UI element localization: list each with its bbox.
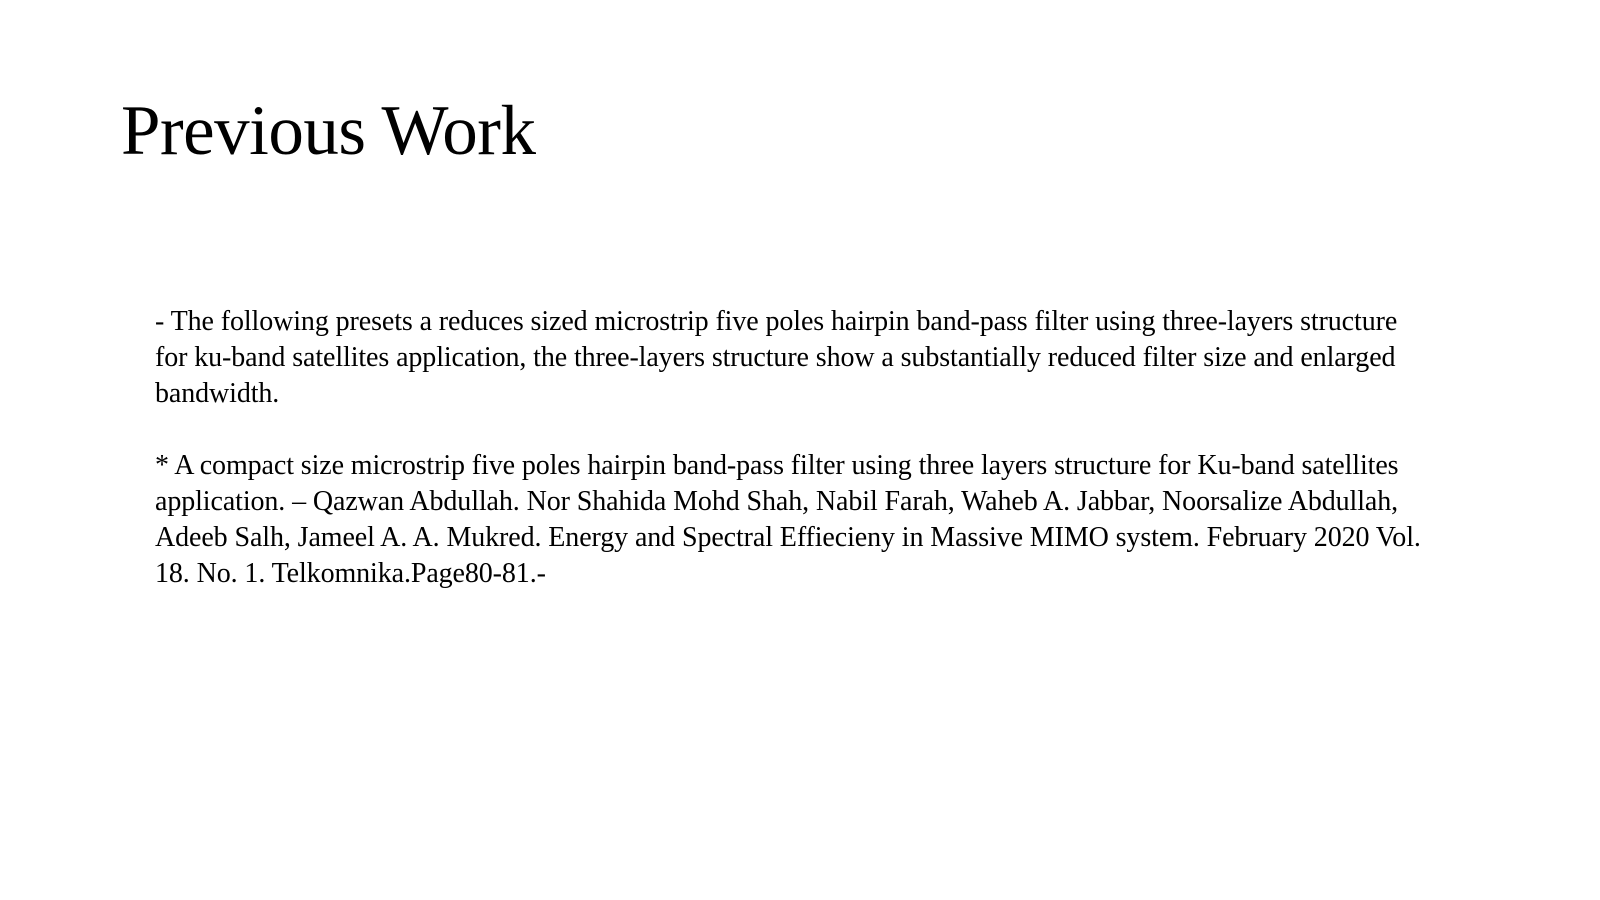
slide-title: Previous Work [121,92,536,170]
reference-paragraph: * A compact size microstrip five poles hairpin band-pass filter using three layers structure for Ku-band satellites application. – Qazwan Abdullah. Nor Shahida Mohd Shah, Nabil Farah, Waheb A. Jabbar, Noorsalize Abdullah, Adeeb Salh, Jameel A. A. Mukred. Energy and Spectral Effiecieny in Massive MIMO system. February 2020 Vol. 18. No. 1. Telkomnika.Page80-81.- [155,450,1421,589]
summary-paragraph: - The following presets a reduces sized microstrip five poles hairpin band-pass filter using three-layers structure for ku-band satellites application, the three-layers structure show a substantially reduced filter size and enlarged bandwidth. [155,306,1398,409]
slide-body [155,304,1425,592]
